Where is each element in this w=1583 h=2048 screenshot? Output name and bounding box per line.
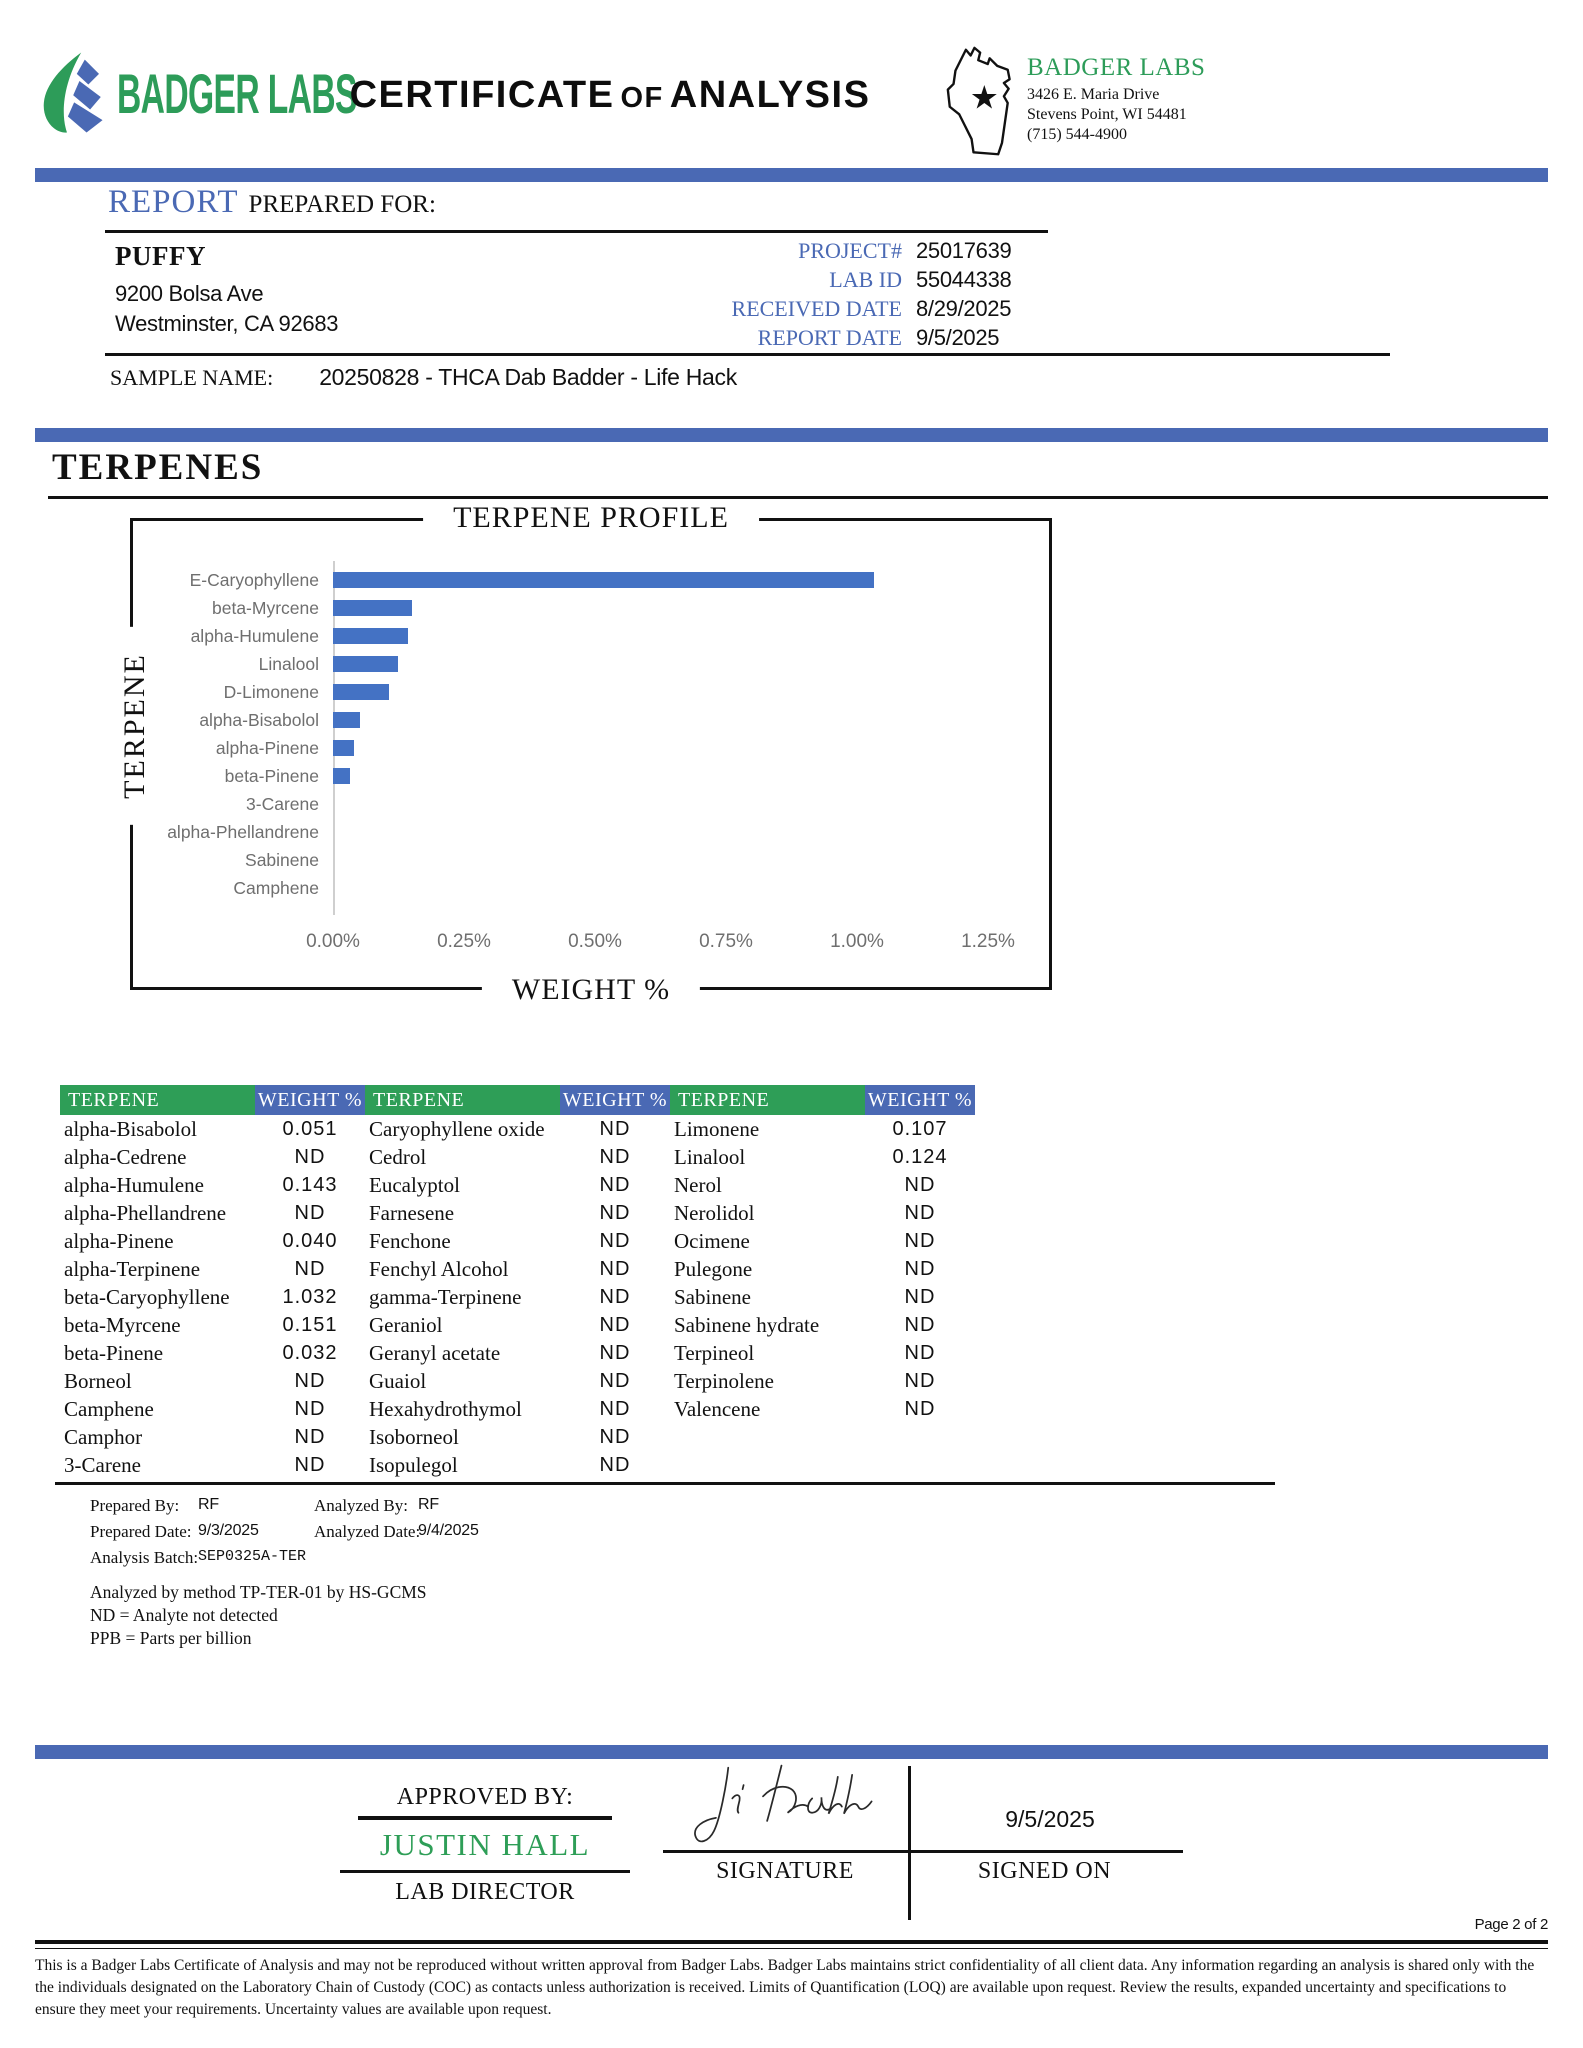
terpene-name-cell: Sabinene	[674, 1284, 751, 1309]
terpene-name-cell: Cedrol	[369, 1144, 427, 1169]
chart-row	[148, 818, 1033, 846]
terpene-name-cell: Eucalyptol	[369, 1172, 460, 1197]
analysis-batch-label: Analysis Batch:	[90, 1548, 199, 1567]
chart-category-label: alpha-Pinene	[215, 737, 319, 758]
terpene-name-cell: beta-Myrcene	[64, 1312, 181, 1337]
chart-row	[148, 790, 1033, 818]
client-address-line2: Westminster, CA 92683	[115, 311, 339, 336]
terpene-name-cell: alpha-Cedrene	[64, 1144, 187, 1169]
terpene-name-cell	[670, 1451, 865, 1479]
terpene-name-cell: Valencene	[674, 1396, 761, 1421]
footer-rule-thin	[35, 1948, 1548, 1949]
chart-category-label: Camphene	[233, 877, 319, 898]
terpene-name-cell: Ocimene	[674, 1228, 750, 1253]
table-header-terpene: TERPENE	[365, 1085, 560, 1115]
chart-row	[148, 874, 1033, 902]
analysis-notes	[90, 1496, 850, 1650]
logo-wordmark: BADGER LABS	[117, 61, 357, 125]
chart-bar	[333, 656, 398, 672]
chart-row	[148, 706, 1033, 734]
terpene-weight-cell: ND	[599, 1173, 631, 1196]
analysis-batch-row	[90, 1548, 850, 1574]
approval-block	[340, 1784, 630, 1906]
wisconsin-map-icon	[945, 38, 1021, 166]
chart-bar	[333, 740, 354, 756]
terpene-name-cell: Isoborneol	[369, 1424, 459, 1449]
sample-name-rule	[105, 353, 1390, 356]
table-row	[60, 1255, 975, 1283]
client-name: PUFFY	[115, 241, 206, 271]
terpene-name-cell: Sabinene hydrate	[674, 1312, 820, 1337]
terpene-name-cell: Caryophyllene oxide	[369, 1116, 545, 1141]
terpene-name-cell: Camphene	[64, 1396, 154, 1421]
terpene-weight-cell: ND	[599, 1229, 631, 1252]
terpene-weight-cell: 0.051	[282, 1117, 338, 1140]
terpene-weight-cell: ND	[294, 1453, 326, 1476]
terpene-weight-cell	[865, 1423, 975, 1451]
terpene-table	[60, 1085, 975, 1479]
terpene-name-cell: Guaiol	[369, 1368, 427, 1393]
prepared-by-label: Prepared By:	[90, 1496, 180, 1515]
chart-bar-track	[333, 684, 1033, 700]
terpene-weight-cell: ND	[599, 1397, 631, 1420]
approver-title: LAB DIRECTOR	[395, 1879, 575, 1905]
chart-x-tick: 1.25%	[961, 931, 1015, 952]
page-number: Page 2 of 2	[1474, 1916, 1548, 1933]
disclaimer-text: This is a Badger Labs Certificate of Analysis and may not be reproduced without written approval from Badger Labs. Badger Labs maintains strict confidentiality of all client data. Any information regarding an analysis is shared only with the the individuals designated on the Laboratory Chain of Custody (COC) as contacts unless authorization is received. Limits of Quantification (LOQ) are available upon request. Review the results, expanded uncertainty and specifications to ensure they meet your requirements. Uncertainty values are available upon request.	[35, 1957, 1535, 2018]
chart-bar-track	[333, 796, 1033, 812]
chart-row	[148, 622, 1033, 650]
terpene-weight-cell	[865, 1451, 975, 1479]
terpene-weight-cell: ND	[904, 1257, 936, 1280]
section-divider-bar	[35, 428, 1548, 442]
lab-phone: (715) 544-4900	[1027, 126, 1127, 143]
signature-label: SIGNATURE	[716, 1858, 854, 1884]
lab-address-line2: Stevens Point, WI 54481	[1027, 106, 1187, 123]
chart-category-label: 3-Carene	[246, 793, 319, 814]
lab-id-row	[600, 267, 1048, 296]
terpene-name-cell: beta-Pinene	[64, 1340, 164, 1365]
terpene-weight-cell: ND	[904, 1341, 936, 1364]
terpene-name-cell: alpha-Bisabolol	[64, 1116, 197, 1141]
terpene-name-cell: Farnesene	[369, 1200, 455, 1225]
chart-bar	[333, 600, 412, 616]
approved-by-label: APPROVED BY:	[396, 1784, 574, 1810]
chart-row	[148, 650, 1033, 678]
chart-title: TERPENE PROFILE	[423, 501, 759, 535]
terpene-name-cell: Geranyl acetate	[369, 1340, 501, 1365]
chart-x-tick: 0.50%	[568, 931, 622, 952]
terpene-weight-cell: ND	[599, 1453, 631, 1476]
chart-x-tick: 1.00%	[830, 931, 884, 952]
chart-bar	[333, 712, 360, 728]
terpene-name-cell: Nerol	[674, 1172, 722, 1197]
terpene-weight-cell: ND	[599, 1117, 631, 1140]
chart-bar-track	[333, 824, 1033, 840]
title-of: OF	[620, 82, 664, 114]
map-star-icon: ★	[969, 79, 999, 116]
project-number-label: PROJECT#	[798, 238, 902, 263]
client-block	[115, 241, 338, 339]
terpene-weight-cell: 1.032	[282, 1285, 338, 1308]
chart-bar	[333, 768, 350, 784]
terpene-weight-cell: 0.032	[282, 1341, 338, 1364]
analyzed-date-label: Analyzed Date:	[314, 1522, 421, 1541]
chart-category-label: alpha-Humulene	[190, 625, 319, 646]
chart-row	[148, 762, 1033, 790]
prepared-by-value: RF	[198, 1496, 219, 1513]
terpene-weight-cell: ND	[599, 1341, 631, 1364]
prepared-date-value: 9/3/2025	[198, 1522, 259, 1539]
lab-address-block	[945, 38, 1205, 166]
chart-category-label: D-Limonene	[223, 681, 319, 702]
chart-x-tick: 0.00%	[306, 931, 360, 952]
chart-bar	[333, 572, 874, 588]
signed-on-date: 9/5/2025	[1005, 1806, 1095, 1832]
sample-name-row	[110, 364, 737, 391]
report-date-value: 9/5/2025	[916, 325, 1000, 350]
terpene-weight-cell: ND	[904, 1285, 936, 1308]
title-certificate: CERTIFICATE	[349, 74, 615, 116]
terpene-name-cell: Isopulegol	[369, 1452, 458, 1477]
project-number-value: 25017639	[916, 238, 1012, 263]
footer-divider-bar	[35, 1745, 1548, 1759]
terpene-name-cell: Terpineol	[674, 1340, 755, 1365]
report-heading-rule	[105, 230, 1048, 233]
chart-bar-track	[333, 852, 1033, 868]
terpene-name-cell: Borneol	[64, 1368, 132, 1393]
leaf-logo-icon	[35, 50, 115, 136]
analyzed-date-value: 9/4/2025	[418, 1522, 479, 1539]
report-date-label: REPORT DATE	[757, 325, 902, 350]
chart-category-label: alpha-Phellandrene	[167, 821, 319, 842]
terpene-weight-cell: ND	[294, 1145, 326, 1168]
chart-bar-track	[333, 880, 1033, 896]
approver-name: JUSTIN HALL	[379, 1826, 591, 1862]
lab-name: BADGER LABS	[1027, 54, 1206, 81]
ppb-note: PPB = Parts per billion	[90, 1628, 252, 1648]
table-bottom-rule	[55, 1482, 1275, 1485]
prepared-analyzed-date-row	[90, 1522, 850, 1548]
chart-row	[148, 594, 1033, 622]
terpene-name-cell: Hexahydrothymol	[369, 1396, 522, 1421]
chart-row	[148, 846, 1033, 874]
terpene-weight-cell: ND	[599, 1285, 631, 1308]
chart-category-label: alpha-Bisabolol	[199, 709, 319, 730]
terpene-name-cell: Nerolidol	[674, 1200, 755, 1225]
chart-bar-track	[333, 740, 1033, 756]
lab-address-line1: 3426 E. Maria Drive	[1027, 86, 1160, 103]
chart-row	[148, 678, 1033, 706]
prepared-date-label: Prepared Date:	[90, 1522, 192, 1541]
table-row	[60, 1199, 975, 1227]
table-row	[60, 1283, 975, 1311]
terpene-name-cell: gamma-Terpinene	[369, 1284, 522, 1309]
terpene-weight-cell: ND	[904, 1313, 936, 1336]
terpene-table-body	[60, 1115, 975, 1479]
terpene-name-cell: beta-Caryophyllene	[64, 1284, 230, 1309]
terpene-table-header	[60, 1085, 975, 1115]
terpene-name-cell	[670, 1423, 865, 1451]
chart-row	[148, 734, 1033, 762]
terpene-weight-cell: ND	[294, 1397, 326, 1420]
terpene-name-cell: alpha-Terpinene	[64, 1256, 201, 1281]
terpene-weight-cell: 0.124	[892, 1145, 948, 1168]
terpene-weight-cell: ND	[599, 1425, 631, 1448]
chart-bar-track	[333, 572, 1033, 588]
table-row	[60, 1423, 975, 1451]
signature-image	[675, 1758, 890, 1848]
terpenes-section-title: TERPENES	[52, 447, 264, 488]
approver-name-underline	[340, 1870, 630, 1874]
chart-category-label: Linalool	[258, 653, 319, 674]
table-row	[60, 1143, 975, 1171]
chart-bar-track	[333, 600, 1033, 616]
table-row	[60, 1227, 975, 1255]
terpenes-section-rule	[48, 496, 1548, 499]
analyzed-by-label: Analyzed By:	[314, 1496, 408, 1515]
table-row	[60, 1395, 975, 1423]
method-note: Analyzed by method TP-TER-01 by HS-GCMS	[90, 1582, 427, 1602]
approved-by-underline	[358, 1816, 612, 1820]
terpene-weight-cell: 0.040	[282, 1229, 338, 1252]
terpene-weight-cell: 0.107	[892, 1117, 948, 1140]
table-header-weight: WEIGHT %	[865, 1085, 975, 1115]
terpene-weight-cell: ND	[599, 1369, 631, 1392]
chart-category-label: beta-Pinene	[224, 765, 319, 786]
title-analysis: ANALYSIS	[669, 74, 871, 116]
terpene-name-cell: alpha-Phellandrene	[64, 1200, 227, 1225]
client-address-line1: 9200 Bolsa Ave	[115, 281, 264, 306]
table-row	[60, 1115, 975, 1143]
terpene-weight-cell: ND	[904, 1397, 936, 1420]
sample-name-label: SAMPLE NAME:	[110, 365, 274, 390]
terpene-name-cell: Limonene	[674, 1116, 760, 1141]
terpene-weight-cell: ND	[904, 1173, 936, 1196]
signature-divider	[908, 1766, 911, 1920]
lab-id-label: LAB ID	[829, 267, 902, 292]
table-header-terpene: TERPENE	[60, 1085, 255, 1115]
terpene-weight-cell: 0.143	[282, 1173, 338, 1196]
table-row	[60, 1171, 975, 1199]
chart-bar-track	[333, 768, 1033, 784]
terpene-weight-cell: ND	[599, 1145, 631, 1168]
chart-x-axis-label: WEIGHT %	[482, 973, 700, 1007]
project-number-row	[600, 238, 1048, 267]
chart-x-tick: 0.25%	[437, 931, 491, 952]
analysis-batch-value: SEP0325A-TER	[198, 1548, 307, 1565]
terpene-profile-chart	[118, 501, 1052, 1006]
terpene-weight-cell: ND	[294, 1369, 326, 1392]
terpene-name-cell: Linalool	[674, 1144, 746, 1169]
report-date-row	[600, 325, 1048, 354]
terpene-weight-cell: ND	[599, 1201, 631, 1224]
terpene-weight-cell: 0.151	[282, 1313, 338, 1336]
chart-category-label: Sabinene	[245, 849, 319, 870]
lab-id-value: 55044338	[916, 267, 1012, 292]
terpene-weight-cell: ND	[294, 1201, 326, 1224]
analyzed-by-value: RF	[418, 1496, 439, 1513]
document-title	[300, 74, 920, 117]
report-meta	[600, 238, 1048, 354]
report-prepared-for-heading	[108, 184, 436, 221]
signed-on-label: SIGNED ON	[977, 1858, 1112, 1884]
chart-rows	[148, 566, 1033, 902]
chart-bar	[333, 628, 408, 644]
chart-x-axis	[306, 931, 1033, 957]
report-word: REPORT	[108, 184, 239, 220]
terpene-weight-cell: ND	[294, 1425, 326, 1448]
chart-bar-track	[333, 656, 1033, 672]
chart-bar-track	[333, 712, 1033, 728]
table-row	[60, 1339, 975, 1367]
terpene-weight-cell: ND	[904, 1201, 936, 1224]
prepared-for-label: PREPARED FOR:	[248, 191, 436, 218]
terpene-weight-cell: ND	[599, 1313, 631, 1336]
chart-category-label: E-Caryophyllene	[189, 569, 319, 590]
received-date-label: RECEIVED DATE	[731, 296, 902, 321]
terpene-name-cell: alpha-Humulene	[64, 1172, 204, 1197]
table-header-weight: WEIGHT %	[560, 1085, 670, 1115]
table-header-terpene: TERPENE	[670, 1085, 865, 1115]
table-header-weight: WEIGHT %	[255, 1085, 365, 1115]
terpene-name-cell: alpha-Pinene	[64, 1228, 174, 1253]
chart-row	[148, 566, 1033, 594]
chart-y-axis-label: TERPENE	[118, 627, 152, 825]
terpene-name-cell: Terpinolene	[674, 1368, 774, 1393]
table-row	[60, 1451, 975, 1479]
terpene-name-cell: Geraniol	[369, 1312, 443, 1337]
chart-bar-track	[333, 628, 1033, 644]
footer-rule-thick	[35, 1940, 1548, 1944]
header-divider-bar	[35, 168, 1548, 182]
terpene-name-cell: Fenchyl Alcohol	[369, 1256, 509, 1281]
chart-x-tick: 0.75%	[699, 931, 753, 952]
terpene-name-cell: Camphor	[64, 1424, 143, 1449]
chart-category-label: beta-Myrcene	[212, 597, 319, 618]
received-date-row	[600, 296, 1048, 325]
terpene-weight-cell: ND	[904, 1369, 936, 1392]
prepared-analyzed-by-row	[90, 1496, 850, 1522]
nd-note: ND = Analyte not detected	[90, 1605, 278, 1625]
table-row	[60, 1311, 975, 1339]
received-date-value: 8/29/2025	[916, 296, 1012, 321]
chart-bar	[333, 684, 389, 700]
sample-name-value: 20250828 - THCA Dab Badder - Life Hack	[319, 364, 737, 390]
signature-rule	[663, 1850, 1183, 1853]
terpene-weight-cell: ND	[599, 1257, 631, 1280]
terpene-name-cell: Pulegone	[674, 1256, 753, 1281]
terpene-name-cell: 3-Carene	[64, 1452, 141, 1477]
terpene-weight-cell: ND	[904, 1229, 936, 1252]
terpene-weight-cell: ND	[294, 1257, 326, 1280]
terpene-name-cell: Fenchone	[369, 1228, 451, 1253]
table-row	[60, 1367, 975, 1395]
